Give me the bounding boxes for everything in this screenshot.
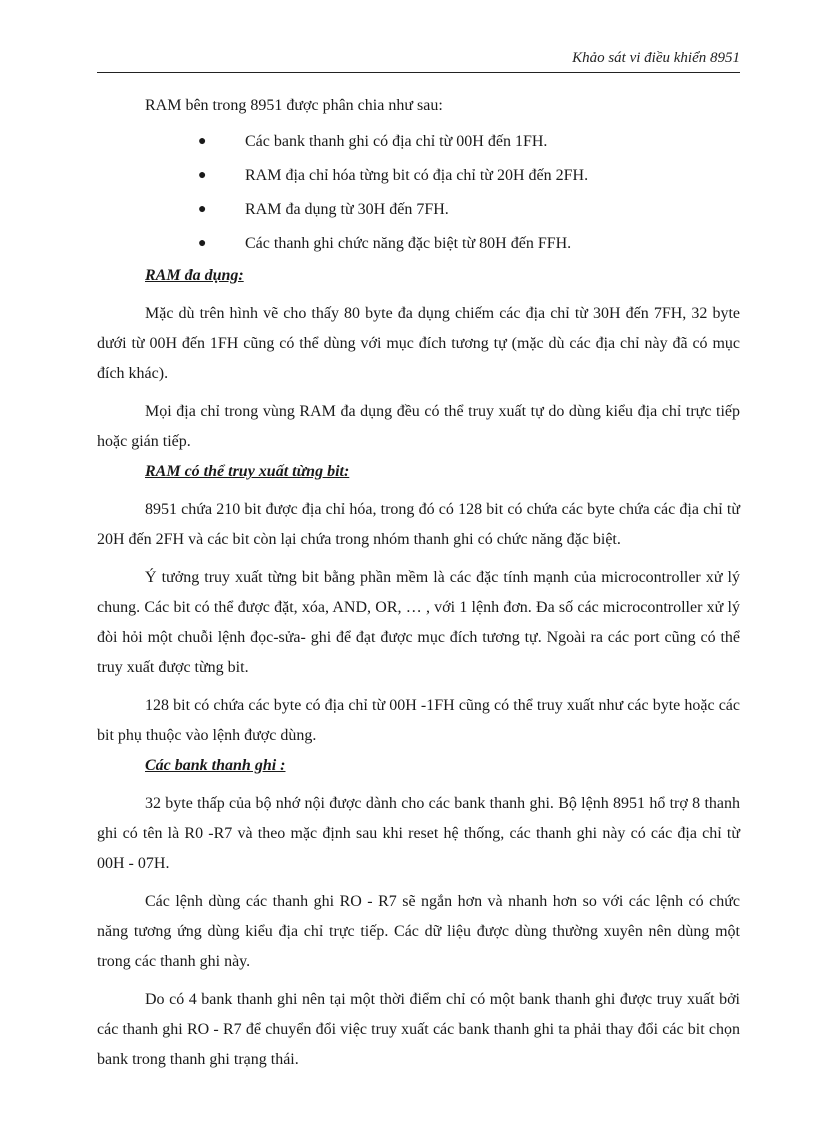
paragraph: Mọi địa chỉ trong vùng RAM đa dụng đều có thể truy xuất tự do dùng kiểu địa chỉ trực tiếp hoặc gián tiếp. bbox=[97, 403, 740, 450]
list-item: ● Các bank thanh ghi có địa chỉ từ 00H đến 1FH. bbox=[97, 125, 740, 159]
list-item: ● RAM địa chỉ hóa từng bit có địa chỉ từ 20H đến 2FH. bbox=[97, 159, 740, 193]
bullet-icon: ● bbox=[198, 202, 207, 217]
section-heading-general-ram: RAM đa dụng: bbox=[145, 267, 244, 284]
section-heading-register-banks: Các bank thanh ghi : bbox=[145, 757, 286, 774]
paragraph: 8951 chứa 210 bit được địa chỉ hóa, trong đó có 128 bit có chứa các byte chứa các địa chỉ từ 20H đến 2FH và các bit còn lại chứa trong nhóm thanh ghi có chức năng đặc biệt. bbox=[97, 501, 740, 548]
bullet-icon: ● bbox=[198, 236, 207, 251]
ram-division-list bbox=[97, 125, 740, 261]
document-body bbox=[97, 91, 740, 1075]
paragraph: Do có 4 bank thanh ghi nên tại một thời điểm chỉ có một bank thanh ghi được truy xuất bởi các thanh ghi RO - R7 để chuyển đổi việc truy xuất các bank thanh ghi ta phải thay đổi các bit chọn bank trong thanh ghi trạng thái. bbox=[97, 991, 740, 1068]
paragraph: Mặc dù trên hình vẽ cho thấy 80 byte đa dụng chiếm các địa chỉ từ 30H đến 7FH, 32 byte dưới từ 00H đến 1FH cũng có thể dùng với mục đích tương tự (mặc dù các địa chỉ này đã có mục đích khác). bbox=[97, 305, 740, 382]
header-divider bbox=[97, 72, 740, 73]
paragraph: Các lệnh dùng các thanh ghi RO - R7 sẽ ngắn hơn và nhanh hơn so với các lệnh có chức năng tương ứng dùng kiểu địa chỉ trực tiếp. Các dữ liệu được dùng thường xuyên nên dùng một trong các thanh ghi này. bbox=[97, 893, 740, 970]
page-header-title: Khảo sát vi điều khiển 8951 bbox=[572, 50, 740, 66]
paragraph: 32 byte thấp của bộ nhớ nội được dành cho các bank thanh ghi. Bộ lệnh 8951 hổ trợ 8 thanh ghi có tên là R0 -R7 và theo mặc định sau khi reset hệ thống, các thanh ghi này có các địa chỉ từ 00H - 07H. bbox=[97, 795, 740, 872]
intro-paragraph: RAM bên trong 8951 được phân chia như sau: bbox=[145, 97, 443, 114]
list-item: ● RAM đa dụng từ 30H đến 7FH. bbox=[97, 193, 740, 227]
paragraph: 128 bit có chứa các byte có địa chỉ từ 00H -1FH cũng có thể truy xuất như các byte hoặc các bit phụ thuộc vào lệnh được dùng. bbox=[97, 697, 740, 744]
list-item: ● Các thanh ghi chức năng đặc biệt từ 80H đến FFH. bbox=[97, 227, 740, 261]
section-heading-bit-addressable-ram: RAM có thể truy xuất từng bit: bbox=[145, 463, 350, 480]
bullet-icon: ● bbox=[198, 168, 207, 183]
paragraph: Ý tưởng truy xuất từng bit bằng phần mềm là các đặc tính mạnh của microcontroller xử lý chung. Các bit có thể được đặt, xóa, AND, OR, … , với 1 lệnh đơn. Đa số các microcontroller xử lý đòi hỏi một chuỗi lệnh đọc-sửa- ghi để đạt được mục đích tương tự. Ngoài ra các port cũng có thể truy xuất được từng bit. bbox=[97, 569, 740, 676]
bullet-icon: ● bbox=[198, 134, 207, 149]
